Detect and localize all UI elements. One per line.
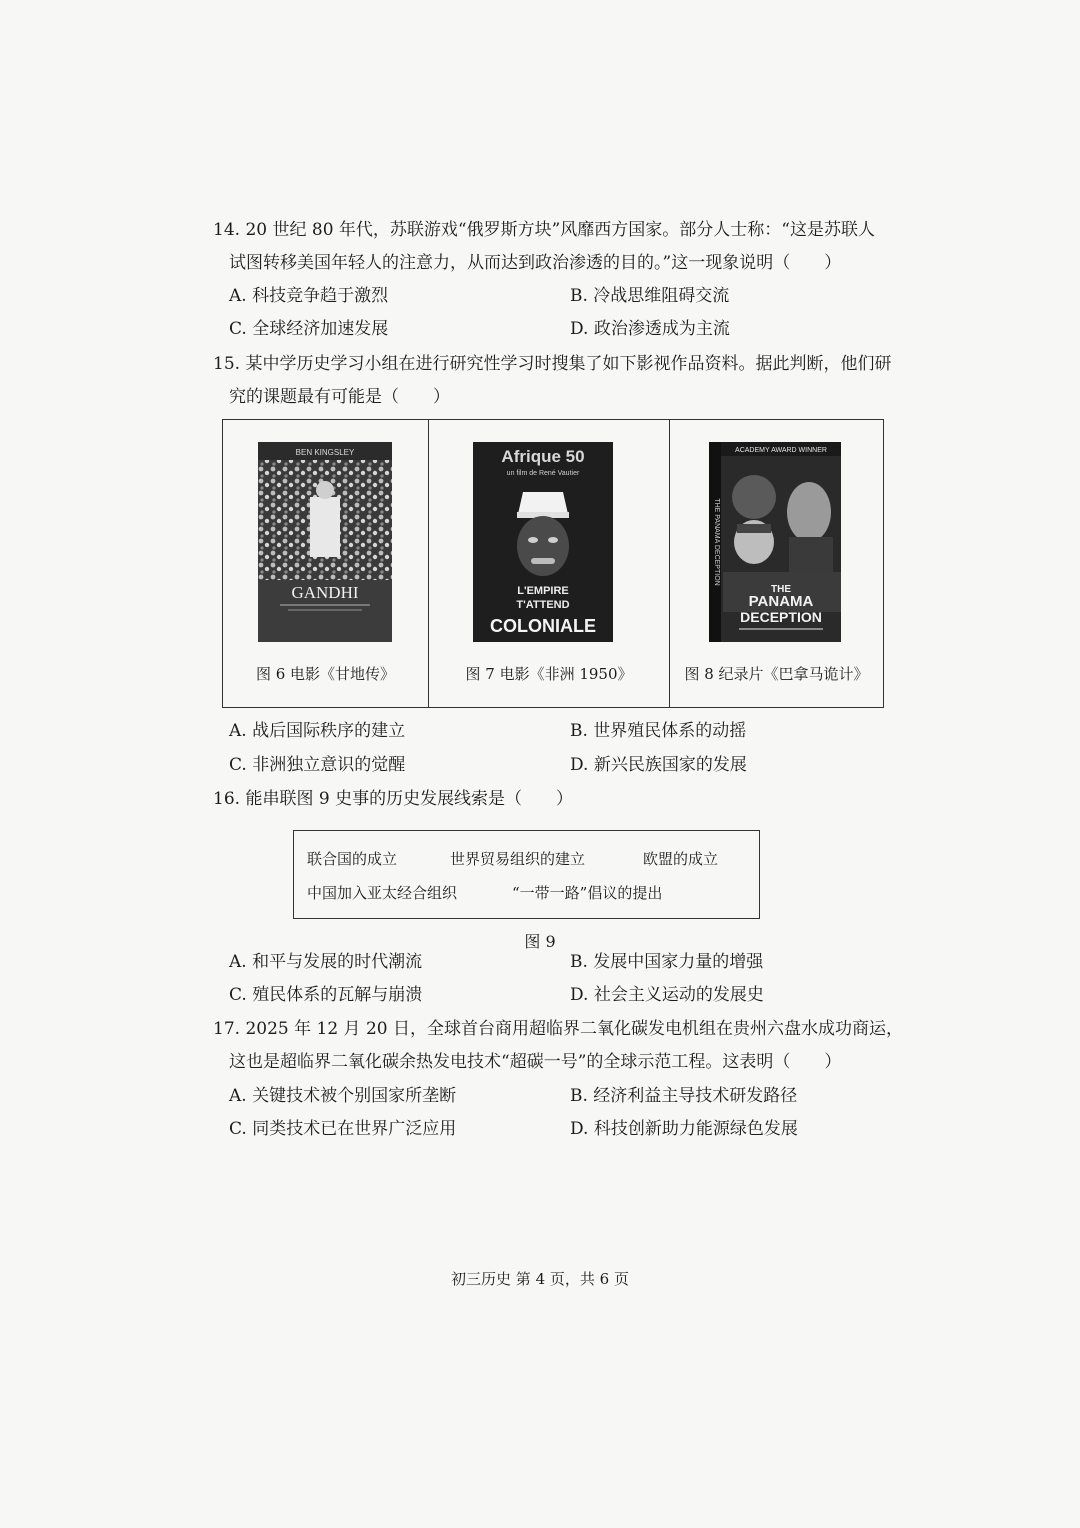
panama-poster-banner: ACADEMY AWARD WINNER <box>735 447 827 454</box>
q17-stem-line1: 17. 2025 年 12 月 20 日，全球首台商用超临界二氧化碳发电机组在贵州六盘水成功商运， <box>213 1019 903 1039</box>
q16-option-c: C. 殖民体系的瓦解与崩溃 <box>229 985 423 1005</box>
q17-option-c: C. 同类技术已在世界广泛应用 <box>229 1119 457 1139</box>
gandhi-poster-title: GANDHI <box>291 583 359 602</box>
fig9-item-eu: 欧盟的成立 <box>643 850 719 868</box>
afrique-poster-title-top: Afrique 50 <box>501 447 585 466</box>
poster-caption-gandhi: 图 6 电影《甘地传》 <box>255 665 396 683</box>
poster-caption-panama: 图 8 纪录片《巴拿马诡计》 <box>684 665 869 683</box>
panama-poster-spine: THE PANAMA DECEPTION <box>713 498 720 586</box>
q14-stem-line1: 14. 20 世纪 80 年代，苏联游戏“俄罗斯方块”风靡西方国家。部分人士称：“这是苏联人 <box>213 220 875 240</box>
afrique-poster-image <box>473 442 613 642</box>
fig9-item-belt-road: “一带一路”倡议的提出 <box>512 884 663 902</box>
q16-option-a: A. 和平与发展的时代潮流 <box>229 952 423 972</box>
q17-stem-line2: 这也是超临界二氧化碳余热发电技术“超碳一号”的全球示范工程。这表明（ ） <box>229 1052 842 1072</box>
q15-stem-line1: 15. 某中学历史学习小组在进行研究性学习时搜集了如下影视作品资料。据此判断，他们研 <box>213 354 892 374</box>
poster-table <box>222 419 884 708</box>
poster-cell-afrique <box>429 420 670 707</box>
poster-caption-afrique: 图 7 电影《非洲 1950》 <box>465 665 633 683</box>
q14-option-c: C. 全球经济加速发展 <box>229 319 389 339</box>
gandhi-poster-top-text: BEN KINGSLEY <box>295 448 355 457</box>
fig9-item-un: 联合国的成立 <box>307 850 398 868</box>
q14-option-a: A. 科技竞争趋于激烈 <box>229 286 389 306</box>
q15-option-a: A. 战后国际秩序的建立 <box>229 721 406 741</box>
panama-poster-title1: THE <box>771 584 791 595</box>
q16-option-d: D. 社会主义运动的发展史 <box>570 985 764 1005</box>
q17-option-d: D. 科技创新助力能源绿色发展 <box>570 1119 798 1139</box>
q17-option-b: B. 经济利益主导技术研发路径 <box>570 1086 798 1106</box>
q14-option-b: B. 冷战思维阻碍交流 <box>570 286 730 306</box>
fig9-item-wto: 世界贸易组织的建立 <box>450 850 586 868</box>
afrique-poster-line-c: COLONIALE <box>490 616 596 636</box>
afrique-poster-line-a: L'EMPIRE <box>517 585 569 597</box>
afrique-poster-line-b: T'ATTEND <box>516 599 570 611</box>
q15-option-c: C. 非洲独立意识的觉醒 <box>229 755 406 775</box>
page-footer: 初三历史 第 4 页，共 6 页 <box>451 1270 629 1288</box>
q16-option-b: B. 发展中国家力量的增强 <box>570 952 764 972</box>
afrique-poster-subtitle: un film de René Vautier <box>506 470 580 477</box>
panama-poster-image <box>709 442 841 642</box>
q15-option-b: B. 世界殖民体系的动摇 <box>570 721 747 741</box>
q15-stem-line2: 究的课题最有可能是（ ） <box>229 387 450 407</box>
q15-option-d: D. 新兴民族国家的发展 <box>570 755 747 775</box>
q14-stem-line2: 试图转移美国年轻人的注意力，从而达到政治渗透的目的。”这一现象说明（ ） <box>229 253 842 273</box>
q14-option-d: D. 政治渗透成为主流 <box>570 319 730 339</box>
poster-cell-gandhi <box>223 420 429 707</box>
figure-9-label: 图 9 <box>524 932 556 951</box>
panama-poster-title3: DECEPTION <box>740 609 822 625</box>
fig9-item-apec: 中国加入亚太经合组织 <box>307 884 458 902</box>
poster-cell-panama <box>670 420 883 707</box>
q16-stem: 16. 能串联图 9 史事的历史发展线索是（ ） <box>213 789 574 809</box>
q17-option-a: A. 关键技术被个别国家所垄断 <box>229 1086 457 1106</box>
figure-9-box <box>293 830 760 919</box>
panama-poster-title2: PANAMA <box>748 593 814 610</box>
gandhi-poster-image <box>258 442 392 642</box>
